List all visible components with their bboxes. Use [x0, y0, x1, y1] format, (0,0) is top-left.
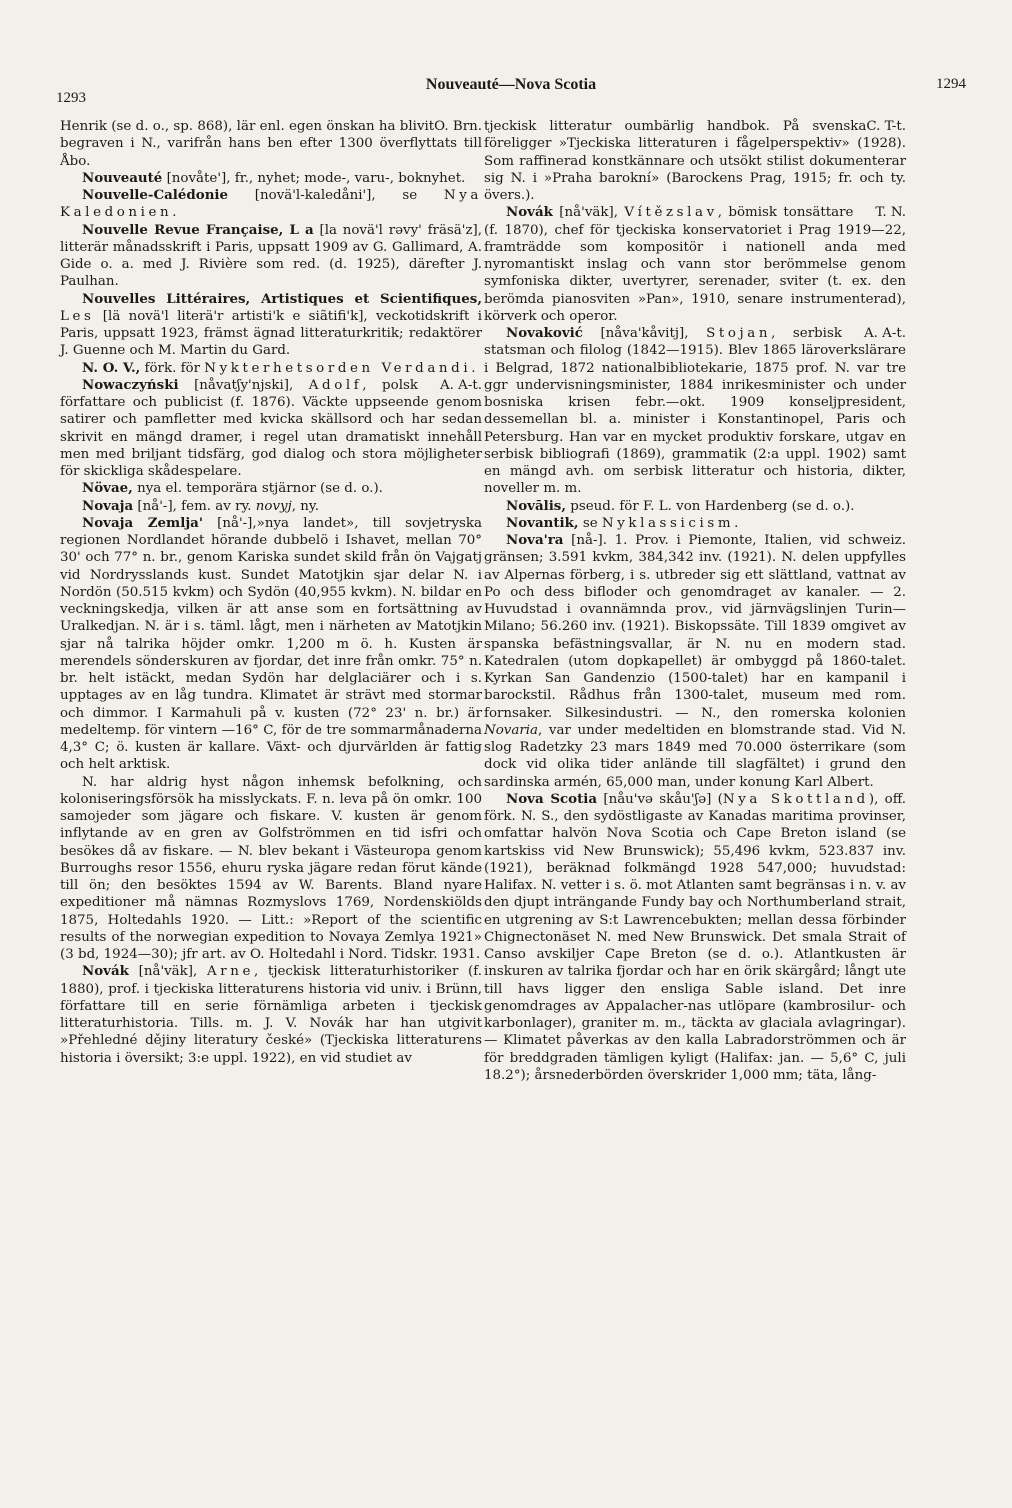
right-column — [484, 118, 906, 1084]
entry-text: [lä novä'l literä'r artisti'k e siãtifi'k], veckotidskrift i Paris, uppsatt 1923, främst ägnad litteraturkritik; redaktörer J. Guenne och M. Martin du Gard. — [60, 308, 482, 359]
headword: Novaković — [506, 325, 583, 341]
entry — [60, 360, 482, 377]
entry-text-after: . — [172, 205, 177, 221]
entry — [484, 791, 906, 1084]
entry-text-after: , bömisk tonsättare (f. 1870), chef för tjeckiska konservatoriet i Prag 1919—22, framträdde som kompositör i nationell anda med nyromantiskt inslag och vann stor berömmelse genom symfoniska dikter, uvertyrer, serenader, sviter (t. ex. den berömda pianosviten »Pan», 1910, senare instrumenterad), körverk och operor. — [484, 205, 906, 324]
entry — [60, 480, 482, 497]
headword: Nova'ra — [506, 532, 564, 548]
left-page-number: 1293 — [56, 90, 86, 106]
entry-text: [nåu'və skåu'ʃə] ( — [597, 791, 723, 807]
entry-text: [nåvatʃy'njski], — [178, 377, 309, 393]
entry-text: [nå'-], fem. av ry. — [133, 498, 256, 514]
entry — [60, 222, 482, 291]
spaced-name: Nya Skottland — [722, 791, 869, 807]
entry-text: [novä'l-kaledåni'], se — [228, 188, 444, 203]
headword: Nova Scotia — [506, 790, 598, 807]
entry — [484, 498, 906, 515]
entry-text-after: . — [471, 360, 476, 376]
entry — [60, 187, 482, 222]
headword: Novák — [82, 963, 129, 980]
spaced-name: Nyklassicism — [601, 515, 735, 531]
entry-text-after: . — [734, 515, 739, 531]
author-signature: T. N. — [875, 205, 906, 221]
left-column — [60, 118, 482, 1067]
entry-text: tjeckisk litteratur oumbärlig handbok. På svenska föreligger »Tjeckiska litteraturen i fågelperspektiv» (1928). Som raffinerad konstkännare och utsökt stilist dokumenterar sig N. i »Praha barokní» (Barockens Prag, 1915; fr. och ty. övers.). — [484, 119, 906, 203]
entry-text-after: , polsk författare och publicist (f. 1876). Väckte uppseende genom satirer och pamfletter med kvicka skällsord och har sedan skrivit en mängd dramer, i regel utan dramatiskt innehåll men med briljant tidsfärg, god dialog och stora möjligheter för skickliga skådespelare. — [60, 377, 482, 479]
entry-text: [nå'-],»nya landet», till sovjetryska regionen Nordlandet hörande dubbelö i Ishavet, mellan 70° 30' och 77° n. br., genom Kariska sundet skild från ön Vajgatj vid Nordrysslands kust. Sundet Matotjkin sjar delar N. i Nordön (50.515 kvkm) och Sydön (40,955 kvkm). N. bildar en veckningskedja, vilken är att anse som en fortsättning av Uralkedjan. N. är i s. täml. lågt, men i närheten av Matotjkin sjar nå talrika höjder omkr. 1,200 m ö. h. Kusten är merendels sönderskuren av fjordar, det inre från omkr. 75° n. br. helt istäckt, medan Sydön har delglaciärer och i s. upptages av en låg tundra. Klimatet är strävt med stormar och dimmor. I Karmahuli på v. kusten (72° 23' n. br.) är medeltemp. för vintern —16° C, för de tre sommarmånaderna 4,3° C; ö. kusten är kallare. Växt- och djurvärlden är fattig och helt arktisk. — [60, 515, 482, 773]
spaced-name: Arne — [206, 964, 254, 980]
entry-text-after: , serbisk statsman och filolog (1842—1915). Blev 1865 läroverkslärare i Belgrad, 1872 nationalbibliotekarie, 1875 prof. N. var tre ggr undervisningsminister, 1884 inrikesminister och under bosniska krisen febr.—okt. 1909 konseljpresident, dessemellan bl. a. minister i Konstantinopel, Paris och Petersburg. Han var en mycket produktiv forskare, utgav en serbisk bibliografi (1869), grammatik (2:a uppl. 1902) samt en mängd avh. om serbisk litteratur och historia, dikter, noveller m. m. — [484, 326, 906, 497]
headword: Nouvelle Revue Française, L a — [82, 221, 314, 238]
headword: Novaja Zemlja' — [82, 514, 203, 531]
entry-text-after: , var under medeltiden en blomstrande stad. Vid N. slog Radetzky 23 mars 1849 med 70.000 österrikare (som dock vid olika tider anlände till slagfältet) i grund den sardinska armén, 65,000 man, under konung Karl Albert. — [484, 722, 906, 790]
page-header — [56, 76, 966, 106]
headword: Novantik, — [506, 514, 579, 531]
entry-text-after: , ny. — [291, 498, 319, 514]
author-signature: O. Brn. — [434, 119, 482, 134]
entry-text: pseud. för F. L. von Hardenberg (se d. o.). — [566, 498, 855, 514]
entry-text: förk. för — [140, 360, 205, 376]
entry-text: Henrik (se d. o., sp. 868), lär enl. egen önskan ha blivit begraven i N., varifrån hans ben efter 1300 överflyttats till Åbo. — [60, 119, 482, 169]
entry-text: [nå'väk], — [128, 964, 207, 980]
spaced-name: Vítězslav — [624, 205, 718, 221]
right-page-number: 1294 — [936, 76, 966, 92]
entry — [60, 498, 482, 515]
italic-term: novyj — [255, 498, 292, 514]
entry — [484, 515, 906, 532]
entry-text: [nåva'kåvitj], — [582, 326, 707, 341]
entry — [484, 532, 906, 791]
author-signature: A. A-t. — [439, 377, 482, 393]
spaced-name: Nya Kaledonien — [60, 188, 482, 221]
spaced-name: Adolf — [308, 377, 363, 393]
continued-text — [60, 118, 482, 170]
headword: Novālis, — [506, 497, 567, 514]
headword: Nouveauté — [82, 169, 163, 186]
entry — [60, 963, 482, 1067]
headword: Novaja — [82, 497, 134, 514]
author-signature: C. T-t. — [866, 119, 906, 134]
entry-text: [novåte'], fr., nyhet; mode-, varu-, boknyhet. — [162, 170, 466, 186]
spaced-name: Stojan — [706, 326, 772, 341]
entry-text-after: , tjeckisk litteraturhistoriker (f. 1880), prof. i tjeckiska litteraturens historia vid univ. i Brünn, författare till en serie förnämliga arbeten i tjeckisk litteraturhistoria. Tills. m. J. V. Novák har han utgivit »Přehledné dějiny literatury české» (Tjeckiska litteraturens historia i översikt; 3:e uppl. 1922), en vid studiet av — [60, 964, 483, 1066]
continued-text — [484, 118, 906, 204]
entry — [60, 377, 482, 481]
entry-text: nya el. temporära stjärnor (se d. o.). — [132, 481, 383, 497]
headword: Növae, — [82, 480, 133, 497]
headword: Nouvelle-Calédonie — [82, 187, 229, 203]
entry-text: N. har aldrig hyst någon inhemsk befolkning, och koloniseringsförsök ha misslyckats. F. n. leva på ön omkr. 100 samojeder som jägare och fiskare. V. kusten är genom inflytande av en gren av Golfströmmen en tid isfri och besökes då av fiskare. — N. blev bekant i Västeuropa genom Burroughs resor 1556, ehuru ryska jägare redan förut kände till ön; den besöktes 1594 av W. Barents. Bland nyare expeditioner må nämnas Rozmyslovs 1769, Nordenskiölds 1875, Holtedahls 1920. — Litt.: »Report of the scientific results of the norwegian expedition to Novaya Zemlya 1921» (3 bd, 1924—30); jfr art. av O. Holtedahl i Nord. Tidskr. 1931. — [60, 774, 482, 962]
entry-text: [la novä'l rəvy' fräsä'z], litterär månadsskrift i Paris, uppsatt 1909 av G. Gallimard, A. Gide o. a. med J. Rivière som red. (d. 1925), därefter J. Paulhan. — [60, 222, 482, 290]
entry — [484, 204, 906, 325]
spaced-name: Nykterhetsorden Verdandi — [204, 360, 472, 376]
entry — [60, 170, 482, 187]
entry-text: se — [578, 515, 602, 531]
paragraph — [60, 774, 482, 964]
entry-text: [nå-]. 1. Prov. i Piemonte, Italien, vid schweiz. gränsen; 3.591 kvkm, 384,342 inv. (1921). N. delen uppfylles av Alpernas förberg, i s. utbreder sig ett slättland, vattnat av Po och dess bifloder och genomdraget av kanaler. — 2. Huvudstad i ovannämnda prov., vid järnvägslinjen Turin—Milano; 56.260 inv. (1921). Biskopssäte. Till 1839 omgivet av spanska befästningsvallar, är N. nu en modern stad. Katedralen (utom dopkapellet) är ombyggd på 1860-talet. Kyrkan San Gandenzio (1500-talet) har en kampanil i barockstil. Rådhus från 1300-talet, museum med rom. fornsaker. Silkesindustri. — N., den romerska kolonien — [484, 533, 906, 721]
headword: Novák — [506, 204, 553, 221]
entry-text: [nå'väk], — [552, 205, 625, 221]
entry-text-after: ), off. förk. N. S., den sydöstligaste av Kanadas maritima provinser, omfattar halvön Nova Scotia och Cape Breton island (se kartskiss vid New Brunswick); 55,496 kvkm, 523.837 inv. (1921), beräknad folkmängd 1928 547,000; huvudstad: Halifax. N. vetter i s. ö. mot Atlanten samt begränsas i n. v. av den djupt inträngande Fundy bay och Northumberland strait, en utgrening av S:t Lawrencebukten; mellan dessa förbinder Chignectonäset N. med New Brunswick. Det smala Strait of Canso avskiljer Cape Breton (se d. o.). Atlantkusten är inskuren av talrika fjordar och har en örik skärgård; långt ute till havs ligger den ensliga Sable island. Det inre genomdrages av Appalacher-nas utlöpare (kambrosilur- och karbonlager), graniter m. m., täckta av glaciala avlagringar). — Klimatet påverkas av den kalla Labradorströmmen och är för breddgraden tämligen kyligt (Halifax: jan. — 5,6° C, juli 18.2°); årsnederbörden överskrider 1,000 mm; täta, lång- — [484, 791, 906, 1083]
italic-term: Novaria — [484, 722, 538, 738]
author-signature: A. A-t. — [863, 326, 906, 341]
running-title: Nouveauté—Nova Scotia — [425, 76, 597, 93]
headword: Nowaczyński — [82, 376, 179, 393]
headword: Nouvelles Littéraires, Artistiques et Scientifiques, — [82, 290, 482, 307]
spaced-name: Les — [60, 308, 95, 324]
entry — [60, 515, 482, 774]
headword: N. O. V., — [82, 359, 141, 376]
entry — [484, 325, 906, 498]
entry — [60, 291, 482, 360]
